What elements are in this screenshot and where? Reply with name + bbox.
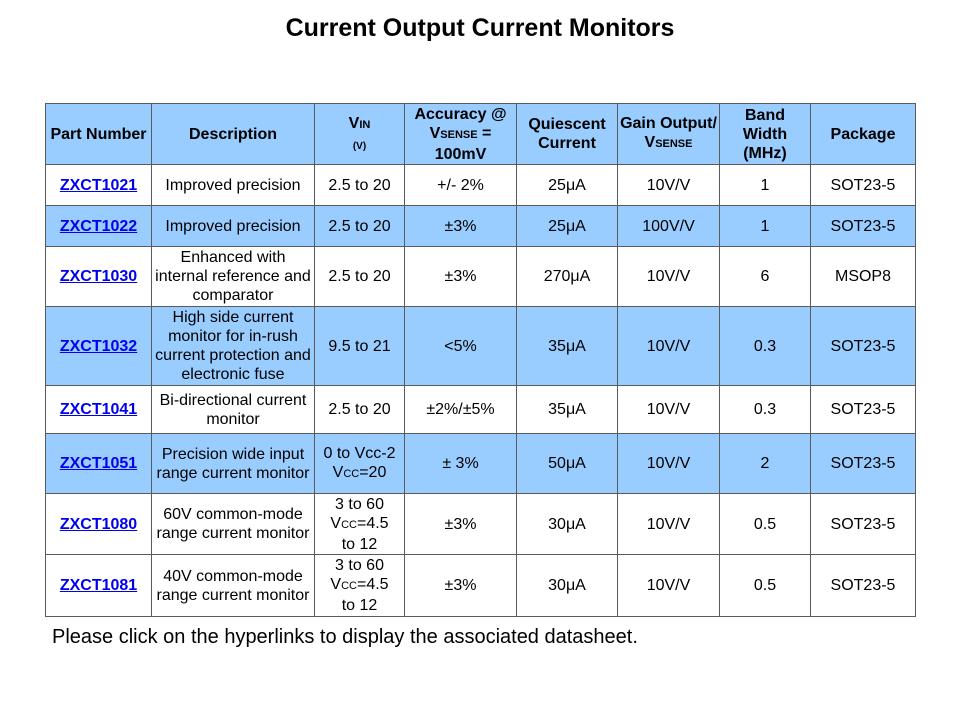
accuracy-cell: +/- 2% (405, 165, 517, 206)
gain-cell: 10V/V (618, 307, 720, 386)
accuracy-cell: ±3% (405, 555, 517, 617)
package-cell: SOT23-5 (811, 206, 916, 247)
part-link-zxct1032[interactable]: ZXCT1032 (59, 337, 138, 355)
bandwidth-cell: 6 (720, 247, 811, 307)
quiescent-cell: 50μA (517, 434, 618, 494)
bandwidth-cell: 1 (720, 206, 811, 247)
accuracy-cell: ±3% (405, 247, 517, 307)
part-link-zxct1022[interactable]: ZXCT1022 (59, 217, 138, 235)
bandwidth-cell: 0.3 (720, 386, 811, 434)
part-cell (46, 165, 152, 206)
description-cell: Enhanced with internal reference and comparator (152, 247, 315, 307)
part-link-zxct1080[interactable]: ZXCT1080 (59, 515, 138, 533)
vin-cell: 2.5 to 20 (315, 165, 405, 206)
quiescent-cell: 25μA (517, 165, 618, 206)
gain-cell: 10V/V (618, 494, 720, 555)
package-cell: SOT23-5 (811, 494, 916, 555)
table-row (46, 307, 916, 386)
table-row (46, 434, 916, 494)
quiescent-cell: 35μA (517, 307, 618, 386)
bandwidth-cell: 0.5 (720, 555, 811, 617)
accuracy-cell: ±3% (405, 494, 517, 555)
quiescent-cell: 35μA (517, 386, 618, 434)
description-cell: 60V common-mode range current monitor (152, 494, 315, 555)
description-cell: High side current monitor for in-rush current protection and electronic fuse (152, 307, 315, 386)
description-cell: Improved precision (152, 165, 315, 206)
footer-note: Please click on the hyperlinks to display the associated datasheet. (52, 626, 638, 648)
package-cell: SOT23-5 (811, 386, 916, 434)
accuracy-cell: ± 3% (405, 434, 517, 494)
table-row (46, 247, 916, 307)
header-part-number: Part Number (46, 104, 152, 165)
table-row (46, 386, 916, 434)
part-cell (46, 555, 152, 617)
part-cell (46, 386, 152, 434)
description-cell: 40V common-mode range current monitor (152, 555, 315, 617)
vin-cell: 2.5 to 20 (315, 386, 405, 434)
table-row (46, 206, 916, 247)
quiescent-cell: 30μA (517, 494, 618, 555)
part-link-zxct1041[interactable]: ZXCT1041 (59, 401, 138, 418)
part-cell (46, 494, 152, 555)
gain-cell: 10V/V (618, 386, 720, 434)
vin-cell: 3 to 60 VCC=4.5 to 12 (315, 494, 405, 555)
table-row (46, 494, 916, 555)
gain-cell: 10V/V (618, 555, 720, 617)
header-package: Package (811, 104, 916, 165)
accuracy-cell: ±3% (405, 206, 517, 247)
part-cell (46, 434, 152, 494)
quiescent-cell: 25μA (517, 206, 618, 247)
table-row (46, 555, 916, 617)
header-vin: VIN (V) (315, 104, 405, 165)
vin-cell: 2.5 to 20 (315, 247, 405, 307)
bandwidth-cell: 0.3 (720, 307, 811, 386)
accuracy-cell: <5% (405, 307, 517, 386)
bandwidth-cell: 1 (720, 165, 811, 206)
part-cell (46, 247, 152, 307)
header-bandwidth: Band Width (MHz) (720, 104, 811, 165)
description-cell: Bi-directional current monitor (152, 386, 315, 434)
part-cell (46, 206, 152, 247)
header-quiescent-current: Quiescent Current (517, 104, 618, 165)
page-title: Current Output Current Monitors (285, 14, 675, 42)
part-link-zxct1051[interactable]: ZXCT1051 (59, 455, 138, 472)
accuracy-cell: ±2%/±5% (405, 386, 517, 434)
package-cell: SOT23-5 (811, 307, 916, 386)
gain-cell: 10V/V (618, 434, 720, 494)
bandwidth-cell: 2 (720, 434, 811, 494)
package-cell: MSOP8 (811, 247, 916, 307)
part-link-zxct1030[interactable]: ZXCT1030 (59, 268, 138, 285)
gain-cell: 10V/V (618, 165, 720, 206)
header-gain: Gain Output/ VSENSE (618, 104, 720, 165)
package-cell: SOT23-5 (811, 555, 916, 617)
current-monitor-table (45, 103, 916, 617)
quiescent-cell: 270μA (517, 247, 618, 307)
package-cell: SOT23-5 (811, 434, 916, 494)
header-description: Description (152, 104, 315, 165)
vin-cell: 0 to Vcc-2 VCC=20 (315, 434, 405, 494)
vin-cell: 2.5 to 20 (315, 206, 405, 247)
package-cell: SOT23-5 (811, 165, 916, 206)
description-cell: Precision wide input range current monitor (152, 434, 315, 494)
bandwidth-cell: 0.5 (720, 494, 811, 555)
table-header-row (46, 104, 916, 165)
vin-cell: 9.5 to 21 (315, 307, 405, 386)
part-link-zxct1081[interactable]: ZXCT1081 (59, 577, 138, 594)
gain-cell: 10V/V (618, 247, 720, 307)
vin-cell: 3 to 60 VCC=4.5 to 12 (315, 555, 405, 617)
part-link-zxct1021[interactable]: ZXCT1021 (59, 176, 138, 194)
table-row (46, 165, 916, 206)
part-cell (46, 307, 152, 386)
gain-cell: 100V/V (618, 206, 720, 247)
header-accuracy: Accuracy @ VSENSE = 100mV (405, 104, 517, 165)
quiescent-cell: 30μA (517, 555, 618, 617)
description-cell: Improved precision (152, 206, 315, 247)
